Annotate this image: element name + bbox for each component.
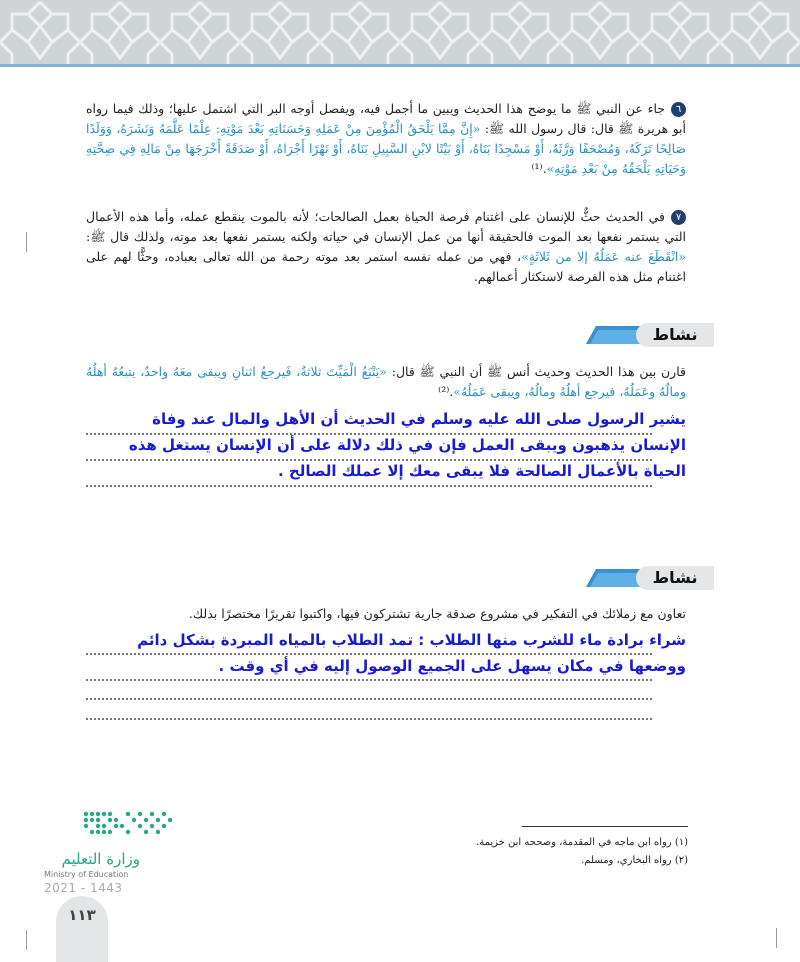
paragraph-text: في الحديث حثٌّ للإنسان على اغتنام فرصة الحياة بعمل الصالحات؛ لأنه بالموت ينقطع عمله، وأما هذه الأعمال التي يستمر نفعها بعد الموت فالحقيقة أنها من عمل الإنسان في حياته ولكنه يستمر نفعها بعد موته، ولذلك قال ﷺ: (86, 209, 686, 244)
footnote: (١) رواه ابن ماجه في المقدمة، وصححه ابن خزيمة. (476, 837, 688, 848)
margin-tick (26, 232, 27, 252)
answer-line-guide (86, 717, 652, 720)
footnote-rule (522, 826, 688, 827)
answer-line: شراء برادة ماء للشرب منها الطلاب : تمد الطلاب بالمياه المبردة بشكل دائم (137, 631, 686, 649)
footnote: (٢) رواه البخاري، ومسلم. (581, 855, 688, 866)
logo-mark-icon (44, 808, 184, 848)
answer-line: ووضعها في مكان يسهل على الجميع الوصول إليه في أي وقت . (218, 657, 686, 675)
answer-line-guide (86, 484, 652, 487)
ministry-name-english: Ministry of Education (44, 870, 129, 879)
margin-tick (776, 928, 777, 948)
edition-year: 2021 - 1443 (44, 881, 123, 895)
activity-header (584, 323, 714, 347)
activity-intro: قارن بين هذا الحديث وحديث أنس ﷺ أن النبي ﷺ قال: (386, 364, 686, 379)
answer-line-guide (86, 678, 652, 681)
arabesque-pattern (0, 0, 800, 64)
hadith-quote: «إِنَّ مِمَّا يَلْحَقُ الْمُؤْمِنَ مِنْ عَمَلِهِ وَحَسَنَاتِهِ بَعْدَ مَوْتِهِ: عِلْمًا عَلَّمَهُ وَنَشَرَهُ، وَوَلَدًا صَالِحًا تَرَكَهُ، وَمُصْحَفًا وَرَّثَهُ، أَوْ مَسْجِدًا بَنَاهُ، أَوْ بَيْتًا لابْنِ السَّبِيلِ بَنَاهُ، أَوْ نَهْرًا أَجْرَاهُ، أَوْ صَدَقَةً أَخْرَجَهَا مِنْ مَالِهِ فِي صِحَّتِهِ وَحَيَاتِهِ يَلْحَقُهُ مِنْ بَعْدِ مَوْتِهِ» (86, 121, 686, 176)
item-number-badge: ٦ (671, 102, 686, 117)
activity-instructions (86, 362, 686, 402)
page-number: ١١٣ (68, 906, 96, 924)
margin-tick (26, 930, 27, 950)
footnote-ref: .⁽¹⁾ (531, 161, 547, 176)
answer-line: يشير الرسول صلى الله عليه وسلم في الحديث أن الأهل والمال عند وفاة (152, 410, 686, 428)
ministry-name-arabic: وزارة التعليم (61, 850, 140, 868)
item-number-badge: ٧ (671, 210, 686, 225)
answer-line-guide (86, 652, 652, 655)
activity-label: نشاط (636, 566, 714, 590)
footnote-ref: .⁽²⁾ (438, 384, 454, 399)
answer-line-guide (86, 432, 652, 435)
paragraph-item-7 (86, 207, 686, 287)
paragraph-text: ، فهي من عمله نفسه استمر بعد موته رحمة من الله تعالى بعباده، وحثًّا لهم على اغتنام مثل هذه الفرصة لاستكثار أعمالهم. (86, 249, 686, 284)
header-banner (0, 0, 800, 64)
answer-line: الإنسان يذهبون ويبقى العمل فإن في ذلك دلالة على أن الإنسان يستغل هذه (128, 436, 686, 454)
answer-line: الحياة بالأعمال الصالحة فلا يبقى معك إلا عملك الصالح . (278, 462, 686, 480)
hadith-quote: «انْقَطَعَ عنه عَمَلُهُ إلا من ثَلاثَةٍ» (521, 249, 686, 264)
answer-line-guide (86, 458, 652, 461)
activity-header (584, 566, 714, 590)
hadith-quote: «يَتْبَعُ الْمَيِّتَ ثلاثةٌ، فَيرجعُ اثنانِ ويبقى معَهُ واحدٌ، يتبعُهُ أهلُهُ ومالُهُ وعَمَلُهُ، فيرجع أهلُهُ ومالُهُ، ويبقى عَمَلُهُ» (86, 364, 686, 399)
handwritten-answer (86, 406, 686, 484)
activity-label: نشاط (636, 323, 714, 347)
header-rule (0, 64, 800, 67)
answer-line-guide (86, 697, 652, 700)
paragraph-text: جاء عن النبي ﷺ ما يوضح هذا الحديث ويبين ما أجمل فيه، ويفصل أوجه البر التي اشتمل عليها؛ وذلك فيما رواه أبو هريرة ﷺ قال: قال رسول الله ﷺ: (86, 101, 687, 136)
ministry-logo (44, 808, 184, 908)
paragraph-item-6 (86, 99, 686, 179)
activity-prompt: تعاون مع زملائك في التفكير في مشروع صدقة جارية تشتركون فيها، واكتبوا تقريرًا مختصرًا بذلك. (188, 606, 686, 621)
